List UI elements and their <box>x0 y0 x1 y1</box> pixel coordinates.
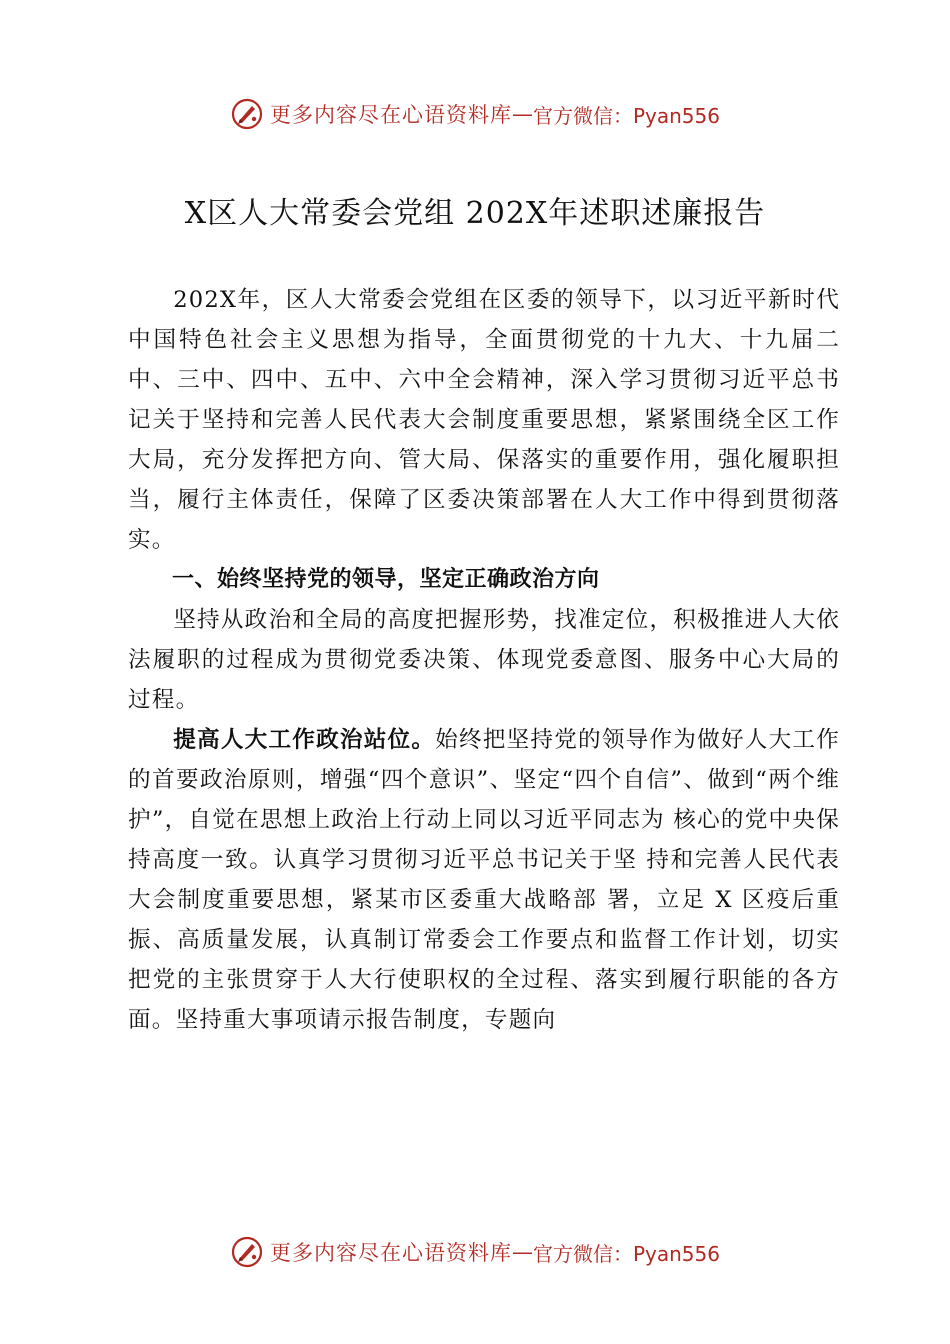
banner-wechat: 官方微信：Pyan556 <box>532 1241 720 1266</box>
section-heading: 一、始终坚持党的领导，坚定正确政治方向 <box>172 567 600 592</box>
paragraph-lead: 提高人大工作政治站位。 <box>173 727 436 753</box>
footer-banner <box>0 1230 950 1274</box>
intro-paragraph: 202X年，区人大常委会党组在区委的领导下，以习近平新时代中国特色社会主义思想为指导，全面贯彻党的十九大、十九届二中、三中、四中、五中、六中全会精神，深入学习贯彻习近平总书记关于坚持和完善人民代表大会制度重要思想，紧紧围绕全区工作大局，充分发挥把方向、管大局、保落实的重要作用，强化履职担当，履行主体责任，保障了区委决策部署在人大工作中得到贯彻落实。 <box>128 287 840 553</box>
pen-in-circle-icon <box>230 1235 264 1269</box>
banner-text: 更多内容尽在心语资料库 <box>269 1241 512 1265</box>
document-title: X区人大常委会党组 202X年述职述廉报告 <box>184 196 766 231</box>
banner-wechat: 官方微信：Pyan556 <box>532 103 720 128</box>
banner-separator: — <box>511 1240 533 1264</box>
banner-separator: — <box>511 102 533 126</box>
section-paragraph: 坚持从政治和全局的高度把握形势，找准定位，积极推进人大依法履职的过程成为贯彻党委决策、体现党委意图、服务中心大局的过程。 <box>128 607 840 713</box>
header-banner <box>0 92 950 136</box>
banner-text: 更多内容尽在心语资料库 <box>269 103 512 127</box>
section-paragraph-2 <box>128 720 840 1040</box>
document-body <box>128 280 840 1040</box>
paragraph-body: 始终把坚持党的领导作为做好人大工作的首要政治原则，增强“四个意识”、坚定“四个自信”、做到“两个维护”，自觉在思想上政治上行动上同以习近平同志为 核心的党中央保持高度一致。认真学习贯彻习近平总书记关于坚 持和完善人民代表大会制度重要思想，紧某市区委重大战略部 署，立足 X 区疫后重振、高质量发展，认真制订常委会工作要点和监督工作计划，切实把党的主张贯穿于人大行使职权的全过程、落实到履行职能的各方面。坚持重大事项请示报告制度，专题向 <box>128 727 840 1033</box>
pen-in-circle-icon <box>230 97 264 131</box>
